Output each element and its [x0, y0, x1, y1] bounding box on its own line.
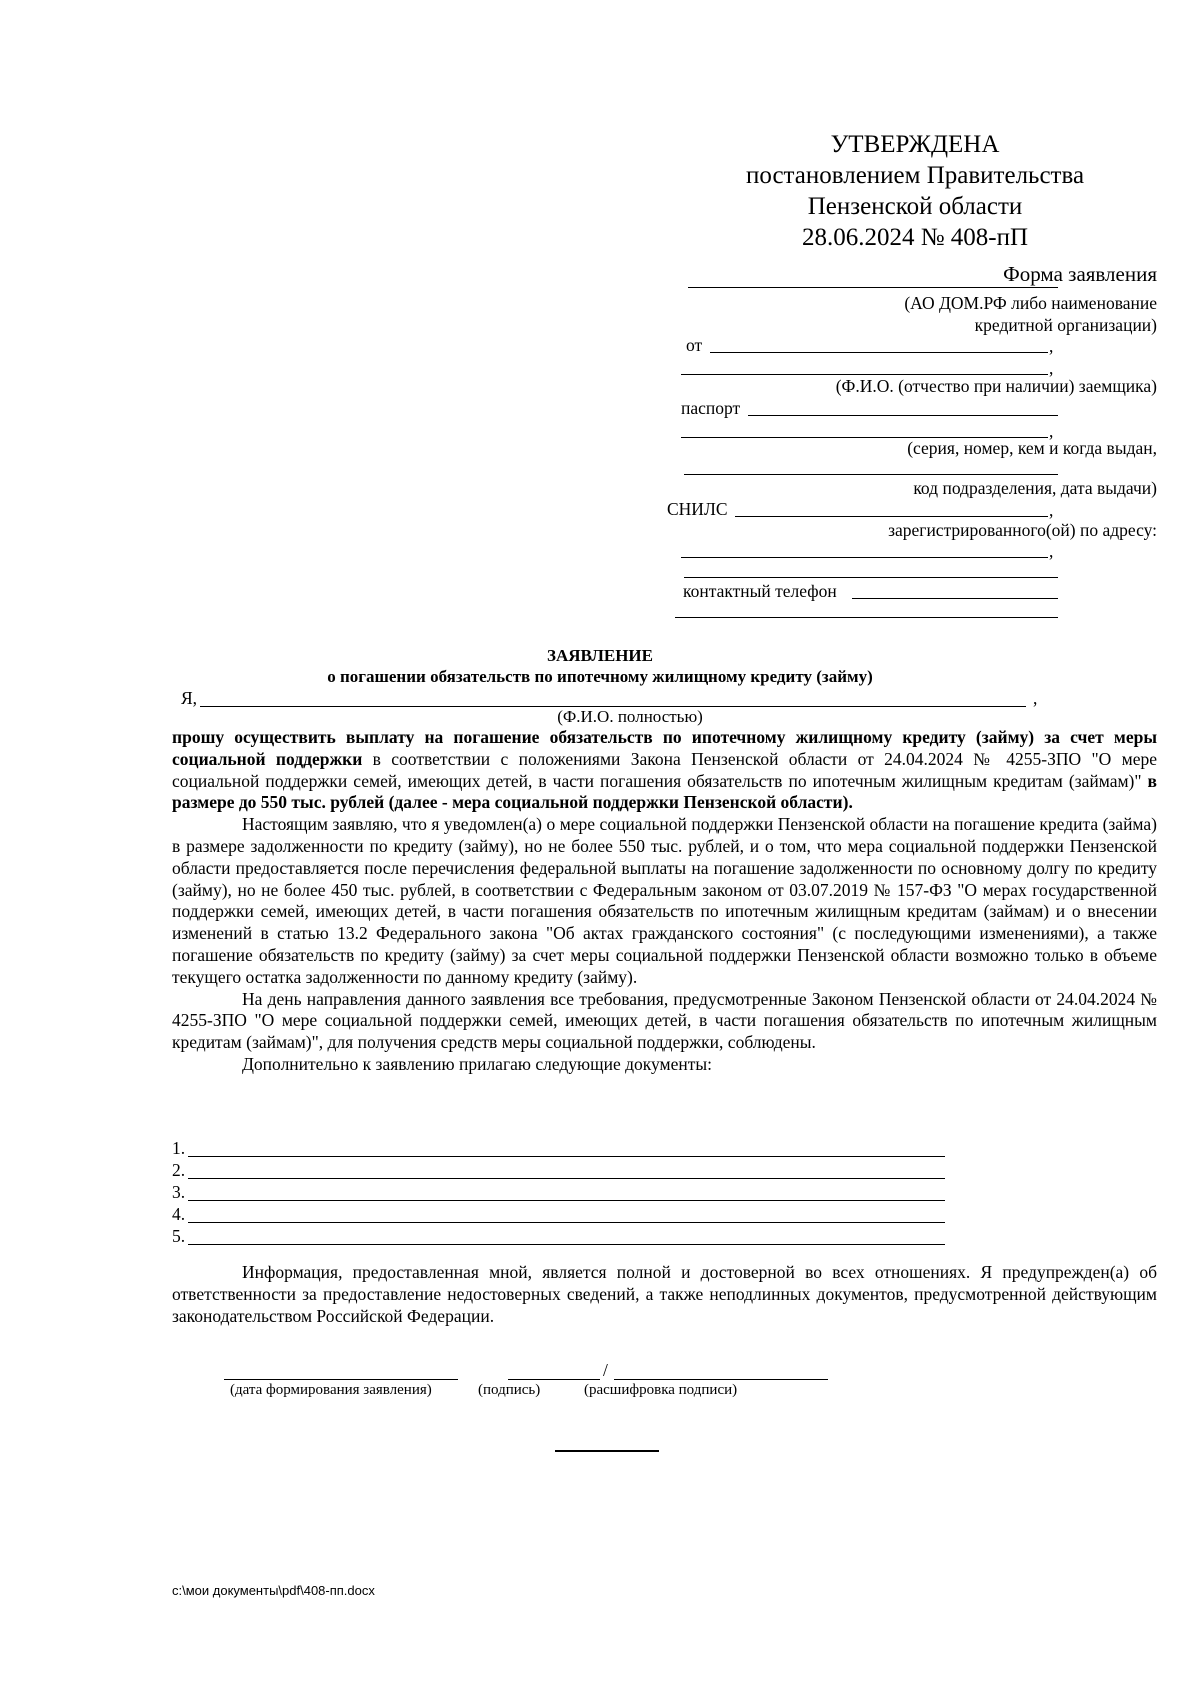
body-text — [172, 727, 1157, 1076]
date-hint: (дата формирования заявления) — [230, 1382, 432, 1398]
signature-hint: (подпись) — [478, 1382, 541, 1398]
fio-full-hint: (Ф.И.О. полностью) — [557, 707, 703, 726]
request-bold-b: в размере до 550 тыс. рублей (далее - мера социальной поддержки Пензенской области). — [172, 770, 1157, 813]
doc-item-number: 5. — [172, 1226, 186, 1246]
org-name-line[interactable] — [688, 287, 1058, 288]
form-label: Форма заявления — [1003, 262, 1157, 286]
paragraph-requirements: На день направления данного заявления все требования, предусмотренные Законом Пензенской области от 24.04.2024 № 4255-ЗПО "О мере социальной поддержки семей, имеющих детей, в части погашения обязательств по ипотечным жилищным кредитам (займам)", для получения средств меры социальной поддержки, соблюдены. — [172, 988, 1157, 1053]
document-title: ЗАЯВЛЕНИЕ — [546, 646, 653, 665]
extra-input-line[interactable] — [675, 617, 1058, 618]
org-hint-1: (АО ДОМ.РФ либо наименование — [904, 293, 1157, 313]
address-input-line-2[interactable] — [684, 577, 1058, 578]
from-label: от — [686, 335, 703, 355]
ya-label: Я, — [181, 688, 198, 708]
from-input-line[interactable] — [710, 352, 1048, 353]
comma: , — [1033, 688, 1038, 708]
doc-item-line[interactable] — [188, 1156, 945, 1157]
registered-hint: зарегистрированного(ой) по адресу: — [888, 520, 1157, 540]
doc-item-number: 2. — [172, 1160, 186, 1180]
doc-item-line[interactable] — [188, 1200, 945, 1201]
paragraph-certification: Информация, предоставленная мной, является полной и достоверной во всех отношениях. Я предупрежден(а) об ответственности за предоставление недостоверных сведений, а также неподлинных документов, предусмотренной действующим законодательством Российской Федерации. — [172, 1262, 1157, 1326]
comma: , — [1049, 421, 1054, 441]
org-hint-2: кредитной организации) — [974, 315, 1157, 335]
approval-resolution: постановлением Правительства — [745, 162, 1085, 189]
document-subtitle: о погашении обязательств по ипотечному жилищному кредиту (займу) — [327, 667, 873, 686]
paragraph-notice: Настоящим заявляю, что я уведомлен(а) о мере социальной поддержки Пензенской области на погашение кредита (займа) в размере задолженности по кредиту (займу), но не более 550 тыс. рублей, и о том, что мера социальной поддержки Пензенской области предоставляется после перечисления федеральной выплаты на погашение задолженности по основному долгу по кредиту (займу), но не более 450 тыс. рублей, в соответствии с Федеральным законом от 03.07.2019 № 157-ФЗ "О мерах государственной поддержки семей, имеющих детей, в части погашения обязательств по ипотечным жилищным кредитам (займам) и о внесении изменений в статью 13.2 Федерального закона "Об актах гражданского состояния" (с последующими изменениями), а также погашение обязательств по кредиту (займу) за счет меры социальной поддержки Пензенской области возможно только в объеме текущего остатка задолженности по данному кредиту (займу). — [172, 814, 1157, 987]
doc-item-line[interactable] — [188, 1178, 945, 1179]
paragraph-request — [172, 727, 1157, 814]
passport-hint: (серия, номер, кем и когда выдан, — [907, 438, 1157, 458]
approval-region: Пензенской области — [807, 193, 1023, 220]
doc-item-line[interactable] — [188, 1244, 945, 1245]
passport-input-line-3[interactable] — [684, 474, 1058, 475]
address-input-line[interactable] — [681, 557, 1048, 558]
footer-separator — [555, 1450, 659, 1452]
snils-input-line[interactable] — [735, 516, 1048, 517]
paragraph-attachments: Дополнительно к заявлению прилагаю следующие документы: — [242, 1053, 712, 1074]
snils-label: СНИЛС — [667, 499, 728, 519]
passport-input-line[interactable] — [748, 415, 1058, 416]
passport-label: паспорт — [681, 398, 741, 418]
signature-decode-line[interactable] — [614, 1379, 828, 1380]
approval-heading: УТВЕРЖДЕНА — [830, 131, 1000, 158]
fio-hint: (Ф.И.О. (отчество при наличии) заемщика) — [835, 376, 1157, 396]
request-bold-a: прошу осуществить выплату на погашение обязательств по ипотечному жилищному кредиту (займу) за счет меры социальной поддержки — [172, 727, 1157, 769]
phone-input-line[interactable] — [852, 598, 1058, 599]
certification-text — [172, 1262, 1157, 1327]
request-text: в соответствии с положениями Закона Пензенской области от 24.04.2024 № 4255-ЗПО "О мере социальной поддержки семей, имеющих детей, в части погашения обязательств по ипотечным жилищным кредитам (займам)" — [172, 748, 1157, 791]
doc-item-line[interactable] — [188, 1222, 945, 1223]
code-hint: код подразделения, дата выдачи) — [913, 478, 1157, 498]
approval-date-number: 28.06.2024 № 408-пП — [801, 224, 1029, 251]
decode-hint: (расшифровка подписи) — [584, 1382, 738, 1398]
signature-slash: / — [603, 1360, 608, 1380]
comma: , — [1049, 336, 1054, 356]
comma: , — [1049, 358, 1054, 378]
signature-input-line[interactable] — [508, 1379, 600, 1380]
phone-label: контактный телефон — [683, 581, 837, 601]
doc-item-number: 3. — [172, 1182, 186, 1202]
comma: , — [1049, 500, 1054, 520]
doc-item-number: 4. — [172, 1204, 186, 1224]
comma: , — [1049, 541, 1054, 561]
file-path: c:\мои документы\pdf\408-пп.docx — [172, 1583, 375, 1598]
doc-item-number: 1. — [172, 1138, 186, 1158]
date-input-line[interactable] — [224, 1379, 458, 1380]
